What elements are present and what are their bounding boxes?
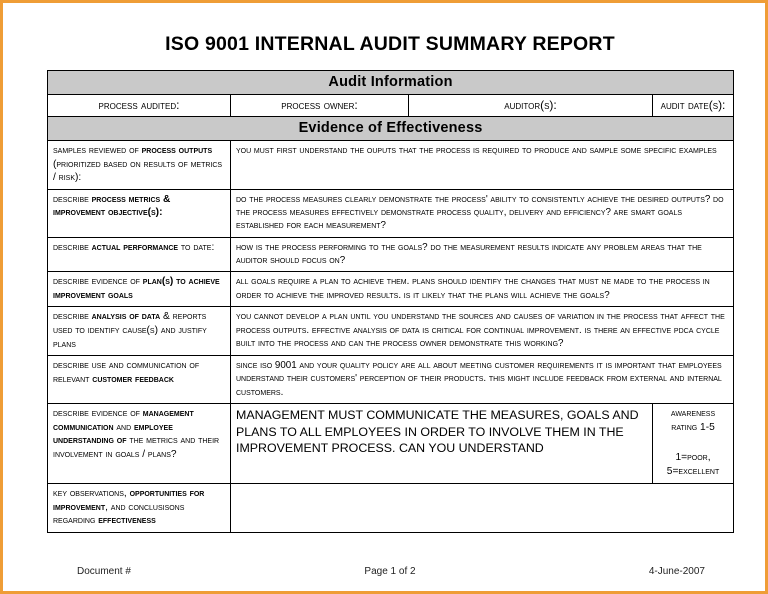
table-row-customer-feedback [48,356,734,404]
awareness-rating-spacer [658,435,728,451]
label-text-bold: plan(s) to achieve improvement goals [53,276,220,301]
row-label-process-metrics [48,189,231,237]
label-text-bold-2: effectiveness [98,515,156,527]
table-row-evidence-band [48,117,734,141]
page-title: ISO 9001 INTERNAL AUDIT SUMMARY REPORT [165,33,615,55]
table-row-actual-performance [48,237,734,272]
row-label-samples-reviewed [48,141,231,190]
label-text-plain: describe [53,193,92,205]
table-row-improvement-plans [48,272,734,307]
label-text-bold: customer feedback [92,373,174,385]
table-row-key-observations [48,484,734,533]
row-prompt-analysis-of-data[interactable]: you cannot develop a plan until you understand the sources and causes of variation in the process that affect the process outputs. effective analysis of data is critical for continual improvement. is there an effective pdca cycle built into the process and can the process owner demonstrate this working? [231,307,734,356]
label-text-bold: management communication [53,408,194,433]
awareness-rating-low: 1=poor, [675,452,711,464]
row-prompt-actual-performance[interactable]: how is the process performing to the goals? do the measurement results indicate any problem areas that the auditor should focus on? [231,237,734,272]
row-prompt-samples-reviewed[interactable]: you must first understand the ouputs that the process is required to produce and sample some specific examples [231,141,734,190]
audit-summary-table [47,70,734,533]
label-text-plain: samples reviewed of [53,145,142,156]
row-label-customer-feedback [48,356,231,404]
row-label-management-communication [48,404,231,484]
row-prompt-process-metrics[interactable]: do the process measures clearly demonstrate the process' ability to consistently achieve the desired outputs? do the process measures effectively demonstrate process quality, delivery and efficiency? are smart goals established for each measurement? [231,189,734,237]
awareness-rating-cell[interactable] [653,404,734,484]
column-header-auditors[interactable]: auditor(s): [409,95,653,117]
label-text-plain: describe [53,311,92,323]
label-text-plain-2: , and conclusisons regarding [53,501,185,527]
row-value-key-observations[interactable] [231,484,734,533]
label-text-bold: analysis of data [91,311,161,323]
table-row-analysis-of-data [48,307,734,356]
row-label-key-observations [48,484,231,533]
label-text-bold: process metrics & improvement objective(s): [53,193,171,219]
row-label-analysis-of-data [48,307,231,356]
column-header-process-audited[interactable]: process audited: [48,95,231,117]
row-prompt-customer-feedback[interactable]: since iso 9001 and your quality policy are all about meeting customer requirements it is important that employees understand their customers' perception of their products. this might include feedback from external and internal customers. [231,356,734,404]
label-text-plain: describe evidence of [53,408,143,419]
label-text-bold: process outputs [141,145,213,156]
row-prompt-improvement-plans[interactable]: all goals require a plan to achieve them. plans should identify the changes that must ne made to the process in order to achieve the improved results. is it likely that the plans will achieve the goals? [231,272,734,307]
table-row-samples-reviewed [48,141,734,190]
awareness-rating-title: awareness rating 1-5 [670,408,716,434]
footer-date: 4-June-2007 [648,566,705,577]
footer-document-number: Document # [77,566,131,577]
row-label-improvement-plans [48,272,231,307]
label-text-plain-2: & reports used to identify cause(s) and justify plans [53,311,207,350]
label-text-plain: describe use and communication of relevant [53,360,200,385]
band-audit-information: Audit Information [48,71,734,95]
label-text-bold: opportunities for improvement [53,488,205,513]
table-row-audit-information-band [48,71,734,95]
footer-page-number: Page 1 of 2 [364,566,416,577]
awareness-rating-high: 5=excellent [666,466,720,478]
label-text-bold: actual performance [91,241,179,253]
form-sheet [47,19,733,579]
label-text-plain: describe [53,241,92,253]
label-text-plain-2: (prioritized based on results of metrics / risk): [53,158,223,184]
page-footer [47,566,733,577]
column-header-audit-dates[interactable]: audit date(s): [653,95,734,117]
band-evidence-of-effectiveness: Evidence of Effectiveness [48,117,734,141]
table-row-management-communication [48,404,734,484]
table-row-audit-information-headers [48,95,734,117]
label-text-plain-3: the metrics and their involvement in goals / plans? [53,435,220,460]
label-text-plain: key observations, [53,488,130,500]
label-text-bold-2: employee understanding of [53,421,173,447]
label-text-plain: describe evidence of [53,276,143,288]
column-header-process-owner[interactable]: process owner: [231,95,409,117]
row-label-actual-performance [48,237,231,272]
label-text-plain-2: to date: [178,241,215,253]
label-text-plain-2: and [113,421,134,433]
row-prompt-management-communication[interactable]: MANAGEMENT MUST COMMUNICATE THE MEASURES, GOALS AND PLANS TO ALL EMPLOYEES IN ORDER TO INVOLVE THEM IN THE IMPROVEMENT PROCESS. CAN YOU UNDERSTAND [231,404,653,484]
table-row-process-metrics [48,189,734,237]
